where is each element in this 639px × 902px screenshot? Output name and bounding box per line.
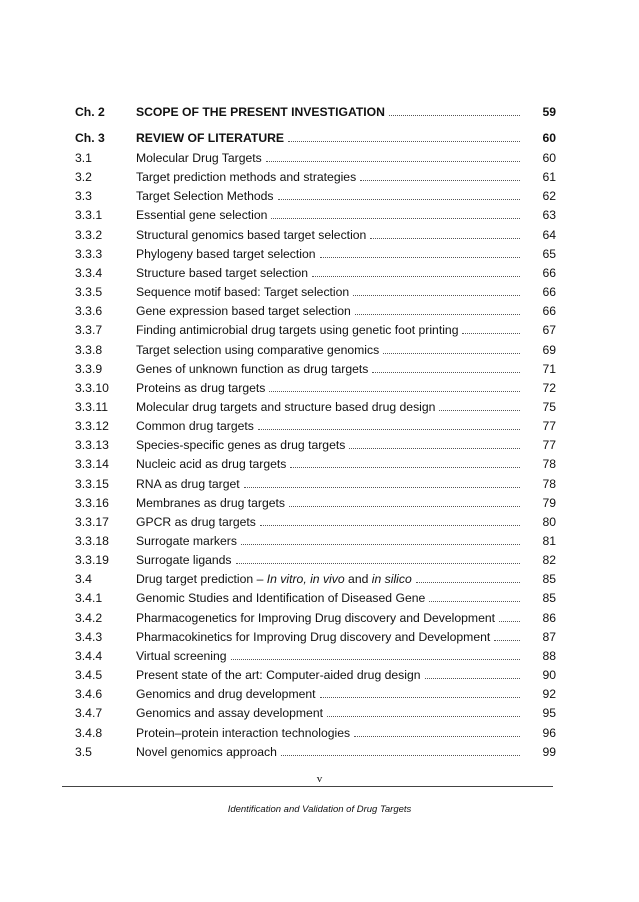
toc-entry-page: 77 [542, 419, 556, 434]
toc-entry [75, 512, 556, 530]
toc-entry [75, 454, 556, 472]
toc-entry-number: 3.4.6 [75, 687, 103, 702]
dot-leader [271, 218, 520, 219]
toc-entry-title: Target selection using comparative genomics [136, 342, 380, 357]
toc-entry [75, 397, 556, 415]
toc-entry-number: 3.3.18 [75, 534, 109, 548]
toc-entry [75, 244, 556, 262]
toc-entry [75, 665, 556, 683]
toc-entry [75, 186, 556, 204]
toc-entry-page: 92 [542, 687, 556, 702]
toc-entry-page: 82 [542, 553, 556, 568]
toc-entry-title: Structure based target selection [136, 265, 309, 280]
dot-leader [231, 659, 520, 660]
toc-entry [75, 282, 556, 300]
toc-entry-page: 60 [542, 151, 556, 165]
footer-rule [62, 786, 553, 787]
toc-entry-title: Common drug targets [136, 419, 254, 434]
toc-entry-title: Virtual screening [136, 648, 227, 663]
toc-entry-title: Novel genomics approach [136, 744, 277, 759]
dot-leader [241, 544, 520, 545]
toc-entry-number: 3.3.12 [75, 419, 109, 434]
toc-entry-page: 61 [542, 170, 556, 185]
toc-entry-number: 3.3 [75, 189, 92, 204]
toc-entry [75, 684, 556, 702]
toc-entry-number: 3.3.1 [75, 208, 103, 223]
toc-entry-number: 3.3.17 [75, 514, 109, 529]
toc-entry-title: Gene expression based target selection [136, 304, 351, 319]
toc-entry-page: 67 [542, 323, 556, 338]
toc-entry-title-part: in silico [371, 572, 412, 587]
toc-entry-page: 75 [542, 399, 556, 414]
toc-entry-number: 3.3.3 [75, 246, 103, 261]
toc-entry-title: Genomic Studies and Identification of Diseased Gene [136, 591, 426, 606]
toc-entry-title: Sequence motif based: Target selection [136, 285, 350, 300]
toc-entry-title: REVIEW OF LITERATURE [136, 131, 285, 145]
dot-leader [353, 295, 520, 296]
toc-entry-title-part: In vitro, in vivo [266, 572, 345, 587]
toc-entry-page: 78 [542, 476, 556, 491]
toc-entry-page: 66 [542, 285, 556, 300]
toc-entry-number: 3.2 [75, 170, 92, 185]
toc-entry-page: 95 [542, 706, 556, 721]
toc-entry [75, 320, 556, 338]
toc-entry-number: Ch. 3 [75, 131, 105, 145]
dot-leader [312, 276, 520, 277]
toc-entry [75, 588, 556, 606]
toc-entry-title: Essential gene selection [136, 208, 268, 223]
toc-entry-number: 3.3.6 [75, 304, 103, 319]
toc-entry-number: 3.4.8 [75, 725, 103, 740]
running-title: Identification and Validation of Drug Targets [227, 804, 412, 815]
dot-leader [236, 563, 520, 564]
toc-entry-title-part: and [344, 572, 372, 587]
toc-entry-number: 3.4.7 [75, 706, 103, 721]
dot-leader [266, 161, 520, 162]
toc-entry-title: Phylogeny based target selection [136, 246, 316, 261]
toc-entry [75, 608, 556, 626]
toc-entry [75, 359, 556, 377]
toc-entry [75, 167, 556, 185]
toc-entry-title: Proteins as drug targets [136, 380, 266, 395]
toc-entry-number: 3.3.15 [75, 476, 109, 491]
toc-entry [75, 435, 556, 453]
toc-entry [75, 493, 556, 511]
toc-entry-title: Surrogate markers [136, 534, 237, 548]
toc-entry-number: 3.3.13 [75, 438, 109, 453]
toc-entry-number: 3.3.2 [75, 227, 103, 242]
toc-entry-page: 64 [542, 227, 556, 242]
toc-entry-number: 3.1 [75, 151, 92, 165]
dot-leader [260, 525, 520, 526]
toc-entry-page: 69 [542, 342, 556, 357]
toc-entry-page: 77 [542, 438, 556, 453]
toc-entry-number: 3.3.19 [75, 553, 109, 568]
toc-entry-page: 59 [542, 105, 556, 119]
dot-leader [425, 678, 520, 679]
toc-entry-title: Molecular drug targets and structure based drug design [136, 399, 436, 414]
toc-entry-number: 3.3.11 [75, 399, 108, 414]
toc-entry [75, 531, 556, 549]
dot-leader [320, 257, 520, 258]
dot-leader [389, 115, 520, 116]
dot-leader [383, 353, 520, 354]
page-number: v [316, 773, 323, 785]
toc-entry-title: Genes of unknown function as drug targets [136, 361, 369, 376]
dot-leader [355, 314, 520, 315]
toc-entry-title: Molecular Drug Targets [136, 151, 262, 165]
toc-entry-page: 62 [542, 189, 556, 204]
toc-entry-page: 96 [542, 725, 556, 740]
toc-entry-page: 81 [542, 534, 556, 548]
toc-entry-page: 80 [542, 514, 556, 529]
toc-entry-number: 3.3.4 [75, 265, 103, 280]
toc-entry-title: GPCR as drug targets [136, 514, 256, 529]
toc-entry [75, 102, 556, 120]
toc-entry-number: 3.3.10 [75, 380, 109, 395]
toc-entry-title: Pharmacokinetics for Improving Drug discovery and Development [136, 629, 491, 644]
toc-entry-number: 3.4.2 [75, 610, 103, 625]
toc-entry [75, 263, 556, 281]
toc-entry-title: Protein–protein interaction technologies [136, 725, 351, 740]
dot-leader [278, 199, 520, 200]
toc-entry-page: 85 [542, 572, 556, 587]
toc-entry-title: Target Selection Methods [136, 189, 274, 204]
dot-leader [372, 372, 520, 373]
toc-entry-page: 79 [542, 495, 556, 510]
dot-leader [269, 391, 520, 392]
toc-entry-number: 3.3.9 [75, 361, 103, 376]
dot-leader [288, 141, 520, 142]
dot-leader [349, 448, 520, 449]
toc-entry [75, 340, 556, 358]
dot-leader [416, 582, 520, 583]
toc-entry [75, 627, 556, 645]
toc-entry-number: 3.4 [75, 572, 92, 587]
toc-entry-page: 60 [542, 131, 556, 145]
dot-leader [281, 755, 520, 756]
toc-entry-number: 3.3.14 [75, 457, 109, 472]
toc-entry [75, 301, 556, 319]
toc-entry-page: 86 [542, 610, 556, 625]
toc-entry [75, 148, 556, 166]
toc-entry-number: 3.3.7 [75, 323, 103, 338]
dot-leader [499, 621, 520, 622]
toc-entry-title: Membranes as drug targets [136, 495, 286, 510]
dot-leader [439, 410, 520, 411]
toc-entry [75, 416, 556, 434]
toc-entry [75, 550, 556, 568]
toc-entry-number: 3.5 [75, 744, 92, 759]
dot-leader [258, 429, 520, 430]
toc-entry-title [136, 572, 412, 587]
toc-entry [75, 225, 556, 243]
toc-entry [75, 646, 556, 664]
toc-entry-page: 88 [542, 648, 556, 663]
toc-entry [75, 569, 556, 587]
toc-entry-title: Present state of the art: Computer-aided drug design [136, 668, 421, 683]
toc-entry-number: 3.3.8 [75, 342, 103, 357]
toc-entry [75, 703, 556, 721]
toc-entry-number: 3.4.4 [75, 648, 103, 663]
toc-entry-page: 87 [542, 629, 556, 644]
toc-entry-title: Pharmacogenetics for Improving Drug discovery and Development [136, 610, 496, 625]
toc-entry [75, 128, 556, 146]
dot-leader [320, 697, 520, 698]
toc-entry-title: Nucleic acid as drug targets [136, 457, 287, 472]
toc-entry-number: 3.3.5 [75, 285, 103, 300]
toc-entry-number: 3.4.3 [75, 629, 103, 644]
toc-entry-title: SCOPE OF THE PRESENT INVESTIGATION [136, 105, 385, 119]
dot-leader [290, 467, 520, 468]
toc-entry-title: Finding antimicrobial drug targets using genetic foot printing [136, 323, 459, 338]
toc-entry [75, 474, 556, 492]
dot-leader [244, 487, 520, 488]
toc-entry-title: Genomics and drug development [136, 687, 316, 702]
dot-leader [370, 238, 520, 239]
dot-leader [462, 333, 520, 334]
dot-leader [327, 716, 520, 717]
toc-entry-page: 66 [542, 265, 556, 280]
dot-leader [360, 180, 520, 181]
toc-entry-page: 72 [542, 380, 556, 395]
toc-entry [75, 205, 556, 223]
dot-leader [494, 640, 520, 641]
toc-entry-title: Species-specific genes as drug targets [136, 438, 346, 453]
toc-entry-page: 71 [542, 361, 556, 376]
dot-leader [354, 736, 520, 737]
dot-leader [429, 601, 520, 602]
toc-entry-page: 66 [542, 304, 556, 319]
toc-entry-title-part: Drug target prediction – [136, 572, 267, 587]
toc-entry-number: 3.4.1 [75, 591, 103, 606]
dot-leader [289, 506, 520, 507]
toc-entry-page: 78 [542, 457, 556, 472]
toc-entry-title: Target prediction methods and strategies [136, 170, 357, 185]
toc-entry-page: 85 [542, 591, 556, 606]
toc-entry-title: RNA as drug target [136, 476, 240, 491]
toc-entry-number: Ch. 2 [75, 105, 105, 119]
toc-entry [75, 723, 556, 741]
toc-entry-title: Surrogate ligands [136, 553, 232, 568]
toc-entry-page: 90 [542, 668, 556, 683]
toc-entry-title: Structural genomics based target selection [136, 227, 367, 242]
toc-entry [75, 378, 556, 396]
toc-entry [75, 742, 556, 760]
toc-entry-number: 3.4.5 [75, 668, 103, 683]
toc-entry-page: 65 [542, 246, 556, 261]
toc-entry-page: 63 [542, 208, 556, 223]
toc-entry-page: 99 [542, 744, 556, 759]
toc-entry-title: Genomics and assay development [136, 706, 323, 721]
toc-entry-number: 3.3.16 [75, 495, 109, 510]
